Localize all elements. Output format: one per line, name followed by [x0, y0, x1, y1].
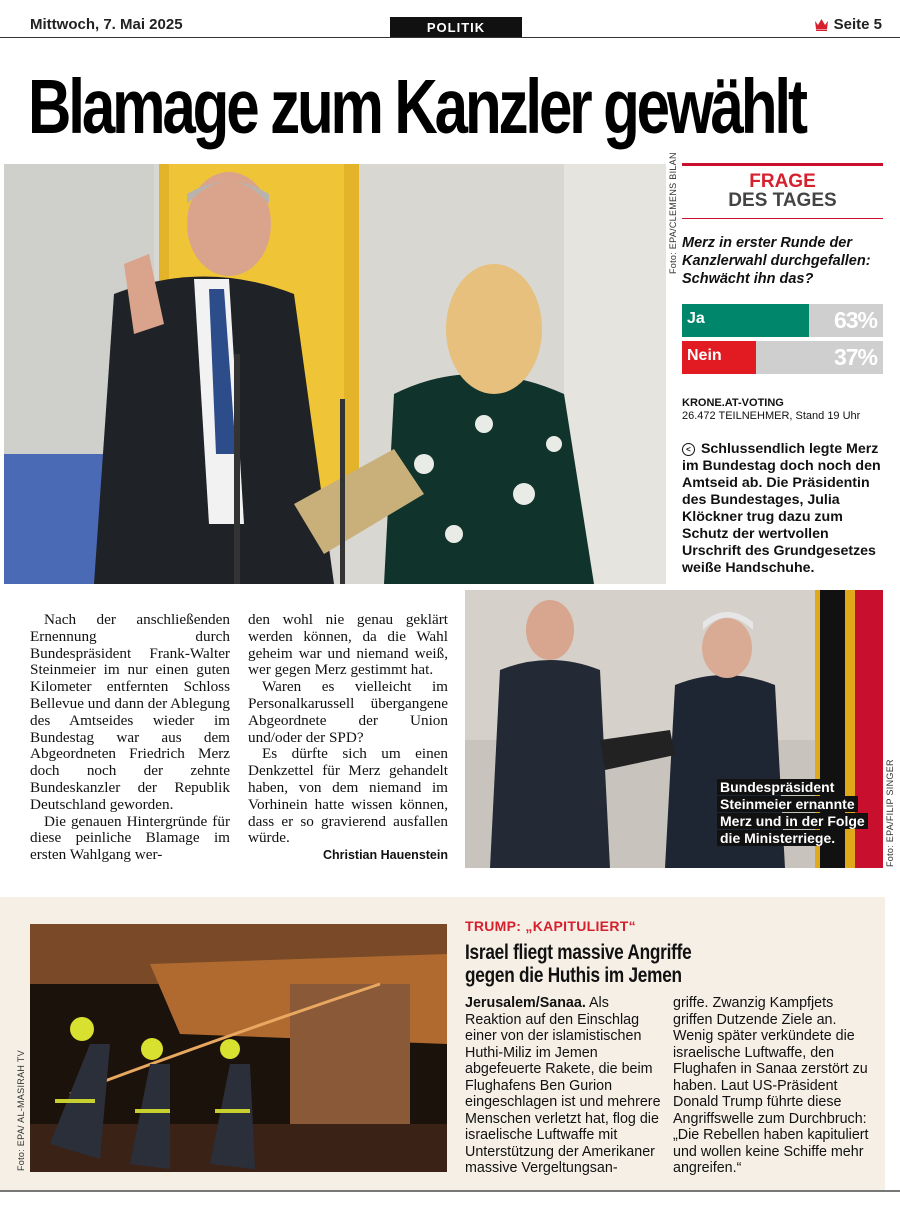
bottom-rule	[0, 1190, 900, 1192]
secondary-photo	[30, 924, 447, 1172]
article-paragraph: Es dürfte sich um einen Denkzettel für Merz gehandelt haben, von dem niemand im Vorhinein hatte wissen können, dass er so gravierend ausfallen würde.	[248, 745, 448, 847]
inset-photo-caption	[717, 779, 868, 847]
main-photo	[4, 164, 666, 584]
poll-question: Merz in erster Runde der Kanzlerwahl durchgefallen: Schwächt ihn das?	[682, 235, 871, 287]
secondary-headline-line2: gegen die Huthis im Jemen	[465, 964, 682, 987]
main-photo-credit: Foto: EPA/CLEMENS BILAN	[668, 152, 678, 274]
poll-title-line2: DES TAGES	[728, 190, 837, 211]
article-paragraph: Nach der anschließenden Ernennung durch Bundespräsident Frank-Walter Steinmeier im nur einen guten Kilometer entfernten Schloss Bellevue und dann der Ablegung des Amtseides wieder im Bundestag war aus dem Abgeordneten Friedrich Merz doch noch der zehnte Bundeskanzler der Republik Deutschland geworden.	[30, 611, 230, 813]
secondary-text: Als Reaktion auf den Einschlag einer von der islamistischen Huthi-Miliz im Jemen abgefeuerte Rakete, die beim Flughafens Ben Gurion eingeschlagen ist und mehrere Menschen verletzt hat, flog die israelische Luftwaffe mit Unterstützung der Amerikaner massive Vergeltungsan-	[465, 995, 661, 1176]
inset-photo-credit: Foto: EPA/FILIP SINGER	[885, 759, 895, 867]
headline: Blamage zum Kanzler gewählt	[28, 64, 805, 150]
poll-top-rule	[682, 163, 883, 166]
article-paragraph: Waren es vielleicht im Personalkarussell übergangene Abgeordnete der Union und/oder der SPD?	[248, 678, 448, 746]
article-paragraph: den wohl nie genau geklärt werden können, da die Wahl geheim war und niemand weiß, wer gegen Merz gestimmt hat.	[248, 611, 448, 679]
poll-bar-yes-percent: 63%	[833, 307, 877, 333]
poll-bar-yes	[682, 304, 883, 337]
section-label: POLITIK	[390, 17, 522, 37]
arrow-left-icon: <	[682, 443, 695, 456]
inset-caption-line: Steinmeier ernannte	[717, 796, 858, 812]
article-column-1	[30, 612, 230, 864]
poll-divider	[682, 218, 883, 219]
secondary-dateline: Jerusalem/Sanaa.	[465, 995, 586, 1011]
secondary-text: griffe. Zwanzig Kampfjets griffen Dutzende Ziele an. Wenig später verkündete die israelische Luftwaffe, den Flughafen in Sanaa zerstört zu haben. Laut US-Präsident Donald Trump führte diese Angriffswelle zum Durchbruch: „Die Rebellen haben kapituliert und wollen keine Schiffe mehr angreifen.“	[673, 995, 869, 1176]
poll-bar-no-label: Nein	[687, 347, 722, 364]
header-rule	[0, 37, 900, 38]
page-number	[814, 16, 882, 33]
secondary-headline	[465, 941, 891, 987]
main-photo-caption-text: Schlussendlich legte Merz im Bundestag doch noch den Amtseid ab. Die Präsidentin des Bundestages, Julia Klöckner trug dazu zum Schutz der wertvollen Urschrift des Grundgesetzes weiße Handschuhe.	[682, 441, 881, 576]
poll-source: KRONE.AT-VOTING	[682, 397, 784, 409]
inset-caption-line: die Ministerriege.	[717, 830, 838, 846]
article-author: Christian Hauenstein	[322, 848, 448, 863]
poll-participants: 26.472 TEILNEHMER, Stand 19 Uhr	[682, 410, 861, 422]
main-photo-caption	[682, 441, 887, 577]
secondary-column-1	[465, 995, 661, 1177]
secondary-headline-line1: Israel fliegt massive Angriffe	[465, 941, 692, 964]
secondary-photo-credit: Foto: EPA/ AL-MASIRAH TV	[16, 1050, 26, 1171]
issue-date: Mittwoch, 7. Mai 2025	[30, 16, 183, 33]
secondary-column-2	[673, 995, 873, 1177]
article-column-2	[248, 612, 448, 864]
secondary-kicker: TRUMP: „KAPITULIERT“	[465, 918, 636, 934]
inset-caption-line: Merz und in der Folge	[717, 813, 868, 829]
poll-bar-no	[682, 341, 883, 374]
article-paragraph: Die genauen Hintergründe für diese peinliche Blamage im ersten Wahlgang wer-	[30, 812, 230, 864]
inset-caption-line: Bundespräsident	[717, 779, 837, 795]
poll-bar-yes-label: Ja	[687, 310, 705, 327]
poll-title-line1: FRAGE	[749, 171, 816, 192]
page-number-label: Seite 5	[833, 16, 882, 33]
crown-icon	[814, 18, 829, 31]
poll-title	[682, 172, 883, 210]
poll-bar-no-percent: 37%	[833, 344, 877, 370]
